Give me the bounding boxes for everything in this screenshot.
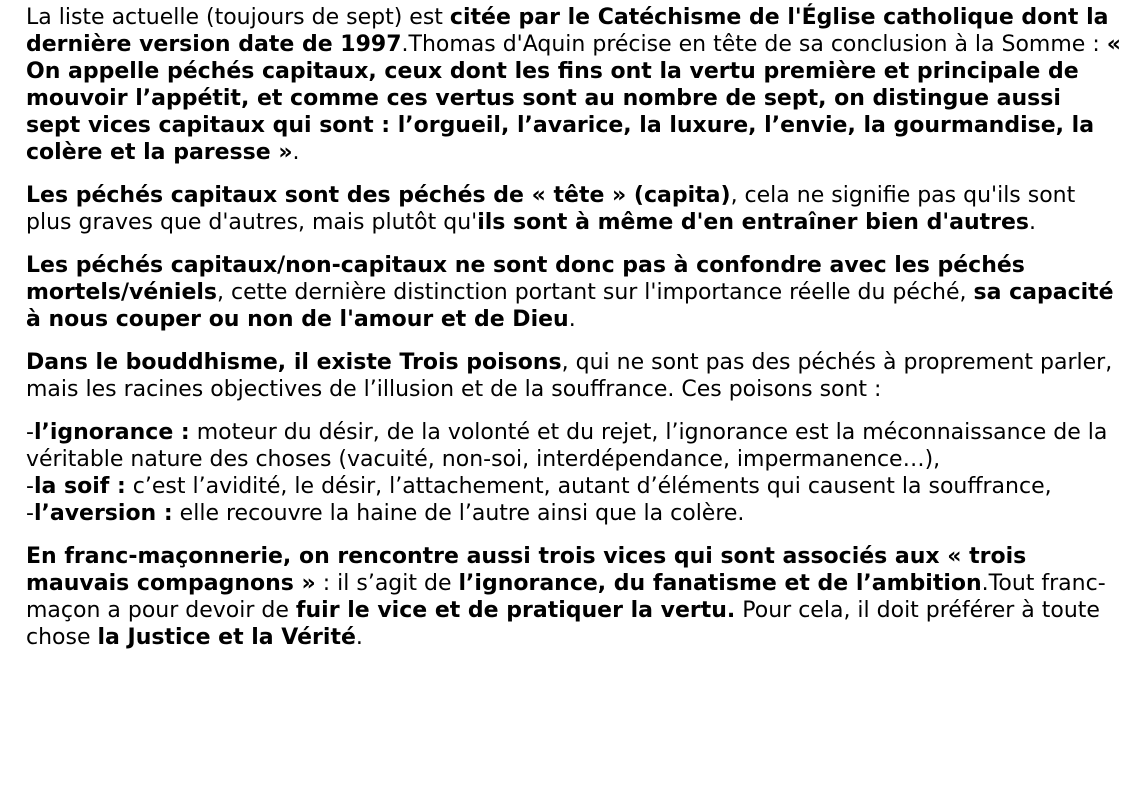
text-segment: La liste actuelle (toujours de sept) est: [26, 5, 450, 30]
text-segment-bold: Dans le bouddhisme, il existe Trois poisons: [26, 350, 562, 375]
list-prefix: -: [26, 501, 34, 526]
list-desc: moteur du désir, de la volonté et du rejet, l’ignorance est la méconnaissance de la véritable nature des choses (vacuité, non-soi, interdépendance, impermanence…),: [26, 420, 1108, 472]
text-segment: .: [568, 307, 576, 332]
text-segment: .Tout franc-maçon a pour devoir de: [26, 571, 1106, 623]
text-segment: , qui ne sont pas des péchés à proprement parler, mais les racines objectives de l’illusion et de la souffrance. Ces poisons sont :: [26, 350, 1113, 402]
text-segment-bold: Les péchés capitaux sont des péchés de « tête » (capita): [26, 183, 731, 208]
text-segment: , cette dernière distinction portant sur l'importance réelle du péché,: [217, 280, 974, 305]
text-segment: , cela ne signifie pas qu'ils sont plus graves que d'autres, mais plutôt qu': [26, 183, 1076, 235]
text-segment-bold: l’ignorance, du fanatisme et de l’ambition: [458, 571, 982, 596]
text-segment: .Thomas d'Aquin précise en tête de sa conclusion à la Somme :: [401, 32, 1107, 57]
paragraph-franc-maconnerie: [26, 543, 1121, 651]
list-term: la soif :: [33, 474, 126, 499]
paragraph-bouddhisme: [26, 349, 1121, 403]
text-segment: .: [1028, 210, 1036, 235]
list-item-soif: [26, 473, 1121, 500]
text-segment-bold: « On appelle péchés capitaux, ceux dont les fins ont la vertu première et principale de mouvoir l’appétit, et comme ces vertus sont au nombre de sept, on distingue aussi sept vices capitaux qui sont : l’orgueil, l’avarice, la luxure, l’envie, la gourmandise, la colère et la paresse »: [26, 32, 1121, 165]
text-segment: Pour cela, il doit préférer à toute chose: [26, 598, 1100, 650]
text-segment-bold: citée par le Catéchisme de l'Église catholique dont la dernière version date de 1997: [26, 5, 1109, 57]
text-segment-bold: la Justice et la Vérité: [97, 625, 356, 650]
list-item-ignorance: [26, 419, 1121, 473]
poisons-list: [26, 419, 1121, 527]
text-segment: .: [292, 140, 300, 165]
text-segment: : il s’agit de: [315, 571, 459, 596]
list-term: l’aversion :: [33, 501, 173, 526]
text-segment-bold: sa capacité à nous couper ou non de l'amour et de Dieu: [26, 280, 1114, 332]
list-desc: c’est l’avidité, le désir, l’attachement, autant d’éléments qui causent la souffrance,: [125, 474, 1052, 499]
text-segment-bold: ils sont à même d'en entraîner bien d'autres: [477, 210, 1029, 235]
text-segment-bold: fuir le vice et de pratiquer la vertu.: [295, 598, 736, 623]
list-item-aversion: [26, 500, 1121, 527]
list-prefix: -: [26, 474, 34, 499]
document-body: [26, 4, 1121, 667]
text-segment: .: [355, 625, 363, 650]
paragraph-capita: [26, 182, 1121, 236]
paragraph-mortels-veniels: [26, 252, 1121, 333]
text-segment-bold: En franc-maçonnerie, on rencontre aussi trois vices qui sont associés aux « trois mauvais compagnons »: [26, 544, 1027, 596]
list-term: l’ignorance :: [33, 420, 190, 445]
text-segment-bold: Les péchés capitaux/non-capitaux ne sont donc pas à confondre avec les péchés mortels/véniels: [26, 253, 1025, 305]
list-desc: elle recouvre la haine de l’autre ainsi que la colère.: [172, 501, 745, 526]
paragraph-catechism: [26, 4, 1121, 166]
list-prefix: -: [26, 420, 34, 445]
